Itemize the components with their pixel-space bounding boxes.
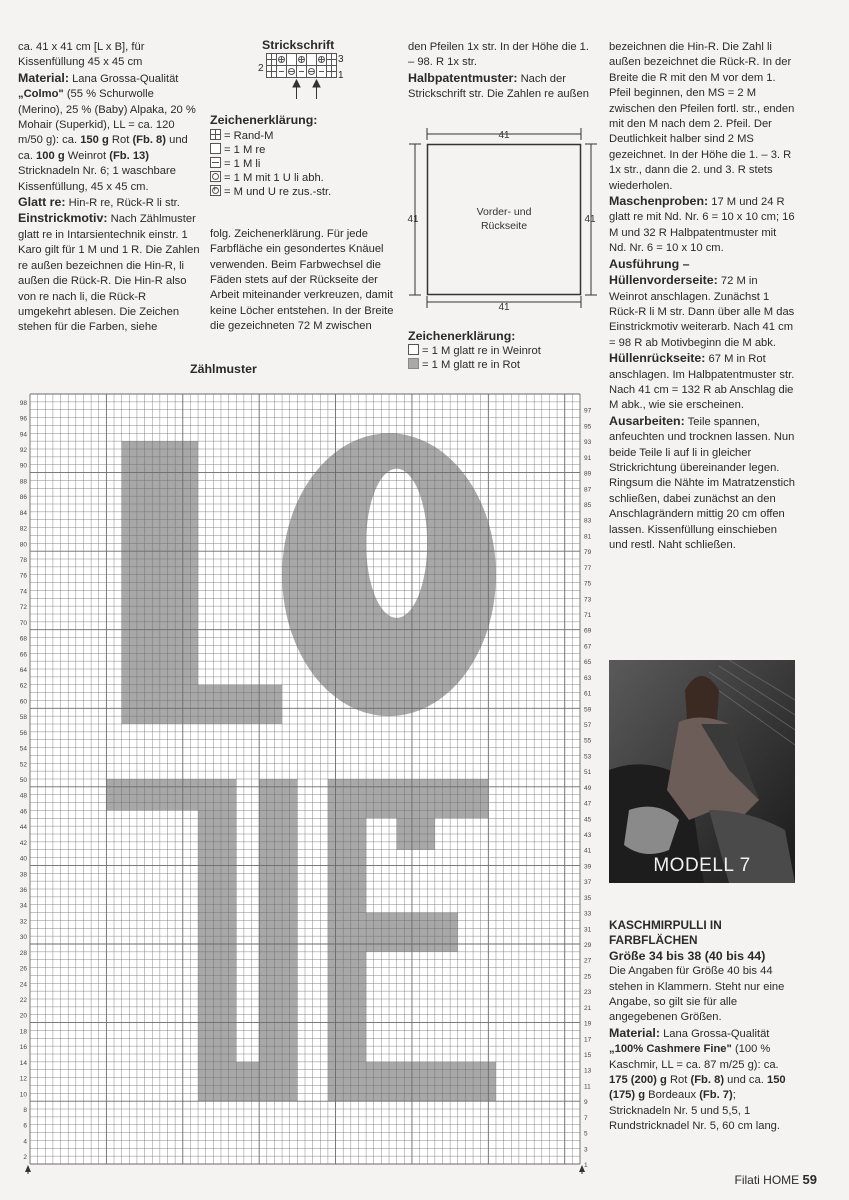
circle-square-icon: [210, 171, 221, 182]
row-label-right: 15: [584, 1052, 592, 1059]
row-label-right: 77: [584, 564, 592, 572]
row-label-left: 56: [19, 729, 27, 737]
row-label-left: 64: [19, 667, 27, 674]
letter-e-top: [328, 779, 488, 818]
model-label: MODELL 7: [653, 855, 751, 876]
white-square-icon: [408, 344, 419, 355]
key-item: = Rand-M: [210, 129, 400, 143]
key-rot: = 1 M glatt re in Rot: [408, 358, 598, 372]
col4-paragraph: bezeichnen die Hin-R. Die Zahl li außen bezeichnet die Rück-R. In der Breite die R mit den M vor dem 1. Pfeil beginnen, den MS = 2 M zwischen den Pfeilen fortl. str., enden mit den M nach dem 2. Pfeil. Der Deutlichkeit halber sind 2 MS gezeichnet. In der Höhe die 1. – 3. R 1x str., dann die 2. und 3. R stets wiederholen.: [609, 41, 795, 192]
schema-line-2: Rückseite: [480, 220, 528, 232]
row-label-left: 54: [19, 745, 27, 753]
row-label-left: 40: [19, 855, 27, 863]
schema-line-1: Vorder- und: [476, 206, 532, 218]
row-label-left: 28: [19, 949, 27, 957]
row-label-right: 29: [584, 942, 592, 949]
row-label-left: 6: [23, 1122, 27, 1130]
pulli-size-text: Die Angaben für Größe 40 bis 44 stehen in Klammern. Steht nur eine Angabe, so gilt sie für alle angegebenen Größen.: [609, 965, 785, 1024]
einstrick-paragraph: Einstrickmotiv: Nach Zählmuster glatt re in Intarsientechnik einstr. 1 Karo gilt für 1 M und 1 R. Die Zahlen re außen bezeichnen die Hin-R, li außen die Rück-R. Die Hin-R also von re nach li, die Rück-R umgekehrt ablesen. Die Zeichen stehen für die Farben, siehe: [18, 211, 200, 334]
row-label-right: 85: [584, 502, 592, 509]
pulli-size: Größe 34 bis 38 (40 bis 44): [609, 948, 766, 963]
schema-top-label: 41: [498, 130, 510, 141]
row-label-right: 57: [584, 722, 592, 729]
key-item: = 1 M mit 1 U li abh.: [210, 171, 400, 185]
schema-bottom-label: 41: [498, 302, 510, 313]
zeichen-title: Zeichenerklärung:: [210, 113, 318, 128]
row-label-right: 1: [584, 1162, 588, 1169]
arrow-left-icon: [25, 1165, 31, 1174]
row-label-right: 17: [584, 1036, 592, 1044]
row-label-left: 24: [19, 981, 27, 989]
row-label-right: 23: [584, 989, 592, 997]
chart-arrows: [25, 1165, 585, 1174]
column-4: [609, 40, 795, 553]
row-label-left: 10: [19, 1091, 27, 1099]
row-label-left: 96: [19, 415, 27, 423]
row-label-right: 45: [584, 816, 592, 824]
pulli-title: KASCHMIRPULLI IN FARBFLÄCHEN: [609, 918, 722, 948]
page-number: 59: [802, 1172, 817, 1187]
row-label-left: 58: [19, 714, 27, 722]
row-label-left: 34: [19, 902, 27, 910]
row-label-right: 31: [584, 926, 592, 934]
halbpatent-paragraph: Halbpatentmuster: Nach der Strickschrift str. Die Zahlen re außen: [408, 70, 589, 101]
row-label-right: 79: [584, 549, 592, 557]
row-label-right: 71: [584, 612, 592, 619]
grey-square-icon: [408, 358, 419, 369]
row-label-left: 50: [19, 777, 27, 784]
minus-square-icon: [210, 157, 221, 168]
row-label-right: 67: [584, 643, 592, 651]
chart-labels-right: [584, 408, 592, 1169]
row-label-right: 69: [584, 627, 592, 635]
row-label-right: 35: [584, 894, 592, 902]
schema-right-label: 41: [584, 214, 596, 225]
schema-left-label: 41: [407, 214, 419, 225]
row-label-left: 32: [19, 918, 27, 926]
strickschrift-title: Strickschrift: [262, 38, 335, 52]
row-label-left: 42: [19, 839, 27, 847]
row-label-left: 36: [19, 887, 27, 894]
glatt-paragraph: Glatt re: Hin-R re, Rück-R li str.: [18, 195, 180, 210]
row-label-left: 16: [19, 1044, 27, 1052]
column-3: [408, 40, 598, 103]
row-label-right: 73: [584, 596, 592, 604]
row-label-right: 63: [584, 674, 592, 682]
row-label-right: 5: [584, 1130, 588, 1138]
page-footer: [735, 1172, 817, 1187]
strickschrift-diagram: [210, 53, 400, 103]
circle-plus-square-icon: [210, 185, 221, 196]
model-photo: [609, 660, 795, 883]
row-label-right: 19: [584, 1020, 592, 1028]
key-weinrot: = 1 M glatt re in Weinrot: [408, 344, 598, 358]
row-label-right: 95: [584, 423, 592, 431]
row-label-left: 76: [19, 572, 27, 580]
row-label-left: 38: [19, 871, 27, 879]
row-label-right: 47: [584, 800, 592, 808]
row-label-right: 75: [584, 580, 592, 588]
row-label-right: 37: [584, 879, 592, 887]
row-label-right: 11: [584, 1083, 591, 1091]
row-label-right: 21: [584, 1004, 592, 1012]
row-label-left: 86: [19, 494, 27, 502]
row-label-left: 98: [19, 399, 27, 407]
ausfuehrung-paragraph: Ausführung – Hüllenvorderseite: 72 M in Weinrot anschlagen. Zunächst 1 Rück-R li M str. Dann über alle M das Einstrickmotiv weiterarb. Nach 41 cm = 98 R ab Motivbeginn die M abk.: [609, 256, 795, 349]
row-label-right: 49: [584, 784, 592, 792]
row-label-right: 41: [584, 847, 592, 855]
huellenrueckseite-paragraph: Hüllenrückseite: 67 M in Rot anschlagen. Im Halbpatentmuster str. Nach 41 cm = 132 R ab Anschlag die M abk., wie sie erscheinen.: [609, 351, 795, 412]
size-text: ca. 41 x 41 cm [L x B], für Kissenfüllung 45 x 45 cm: [18, 41, 145, 69]
row-label-right: 61: [584, 690, 592, 698]
row-label-right: 97: [584, 407, 592, 415]
zaehlmuster-chart: [0, 384, 600, 1174]
row-label-right: 91: [584, 454, 592, 462]
rand-m-symbol-icon: [210, 129, 221, 140]
row-label-left: 14: [19, 1059, 27, 1067]
row-label-left: 78: [19, 557, 27, 564]
row-label-right: 89: [584, 470, 592, 478]
row-label-left: 2: [23, 1154, 27, 1162]
row-label-left: 2: [258, 63, 264, 75]
key-item: += M und U re zus.-str.: [210, 185, 400, 199]
key-item: = 1 M re: [210, 143, 400, 157]
row-label-right: 55: [584, 737, 592, 745]
row-label-left: 94: [19, 431, 27, 439]
row-label-left: 74: [19, 588, 27, 596]
row-label-left: 18: [19, 1028, 27, 1036]
letter-l-foot: [122, 685, 282, 724]
col3-paragraph: den Pfeilen 1x str. In der Höhe die 1. – 98. R 1x str.: [408, 41, 589, 69]
row-label-left: 82: [19, 525, 27, 533]
row-label-right-bottom: 1: [338, 70, 344, 82]
row-label-left: 46: [19, 808, 27, 816]
row-label-left: 66: [19, 651, 27, 659]
strickschrift-grid: [266, 53, 338, 103]
row-label-left: 52: [19, 761, 27, 769]
row-label-right: 27: [584, 957, 592, 965]
row-label-left: 8: [23, 1107, 27, 1114]
row-label-left: 84: [19, 509, 27, 517]
key-item: = 1 M li: [210, 157, 400, 171]
row-label-right: 13: [584, 1067, 592, 1075]
row-label-left: 72: [19, 604, 27, 612]
row-label-right: 3: [584, 1146, 588, 1154]
row-label-left: 70: [19, 619, 27, 627]
row-label-right: 25: [584, 973, 592, 981]
column-2: [210, 38, 400, 335]
material-paragraph: Material: Lana Grossa-Qualität „Colmo" (55 % Schurwolle (Merino), 25 % (Baby) Alpaka, 20 % Mohair (Superkid), LL = ca. 120 m/50 g): ca. 150 g Rot (Fb. 8) und ca. 100 g Weinrot (Fb. 13) Stricknadeln Nr. 6; 1 waschbare Kissenfüllung, 45 x 45 cm.: [18, 70, 196, 193]
row-label-right: 43: [584, 832, 592, 839]
row-label-right: 33: [584, 910, 592, 918]
row-label-left: 44: [19, 824, 27, 832]
row-label-right: 7: [584, 1114, 588, 1122]
letter-e-mid: [328, 913, 458, 952]
ausarbeiten-paragraph: Ausarbeiten: Teile spannen, anfeuchten und trocknen lassen. Nun beide Teile li auf li in gleicher Strickrichtung übereinander legen. Ringsum die Nähte im Matratzenstich schließen, dabei zunächst an den Anschlagrändern mittig 20 cm offen lassen. Kissenfüllung einschieben und restl. Naht schließen.: [609, 413, 795, 551]
row-label-right: 9: [584, 1099, 588, 1107]
row-label-right: 39: [584, 863, 592, 871]
row-label-left: 26: [19, 965, 27, 973]
row-label-right: 81: [584, 533, 592, 541]
row-label-left: 80: [19, 541, 27, 549]
row-label-left: 90: [19, 462, 27, 470]
zeichen2-block: [408, 329, 598, 372]
row-label-left: 62: [19, 682, 27, 690]
pulli-material-paragraph: Material: Lana Grossa-Qualität „100% Cashmere Fine" (100 % Kaschmir, LL = ca. 87 m/25 g): ca. 175 (200) g Rot (Fb. 8) und ca. 150 (175) g Bordeaux (Fb. 7); Stricknadeln Nr. 5 und 5,5, 1 Rundstricknadel Nr. 5, 60 cm lang.: [609, 1025, 786, 1133]
row-label-right: 51: [584, 769, 592, 777]
row-label-left: 68: [19, 635, 27, 643]
zeichen2-title: Zeichenerklärung:: [408, 329, 516, 343]
row-label-left: 12: [19, 1075, 27, 1083]
empty-square-icon: [210, 143, 221, 154]
row-label-left: 48: [19, 792, 27, 800]
row-label-right: 93: [584, 439, 592, 447]
col2-paragraph: folg. Zeichenerklärung. Für jede Farbfläche ein gesondertes Knäuel verwenden. Beim Farbwechsel die Fäden stets auf der Rückseite der Arbeit miteinander verkreuzen, damit keine Löcher entstehen. In der Breite die gezeichneten 72 M zwischen: [210, 227, 394, 333]
row-label-left: 22: [19, 997, 27, 1004]
row-label-right: 83: [584, 517, 592, 525]
row-label-right: 65: [584, 659, 592, 667]
row-label-left: 88: [19, 478, 27, 486]
column-4b: [609, 918, 795, 1135]
column-1: [18, 40, 200, 336]
letter-v-right: [259, 779, 297, 1101]
size-schema: [405, 124, 597, 319]
row-label-right: 53: [584, 753, 592, 761]
chart-title: Zählmuster: [190, 362, 257, 376]
row-label-right-top: 3: [338, 54, 344, 66]
row-label-left: 60: [19, 698, 27, 706]
photo-illustration: [609, 660, 795, 883]
letter-v-left: [198, 779, 236, 1101]
footer-brand: Filati HOME: [734, 1173, 800, 1187]
row-label-right: 87: [584, 486, 592, 494]
chart-labels-left: [20, 400, 28, 1161]
row-label-right: 59: [584, 706, 592, 714]
maschenproben-paragraph: Maschenproben: 17 M und 24 R glatt re mit Nd. Nr. 6 = 10 x 10 cm; 16 M und 32 R Halbpatentmuster mit Nd. Nr. 6 = 10 x 10 cm.: [609, 194, 795, 255]
row-label-left: 30: [19, 934, 27, 942]
row-label-left: 4: [23, 1138, 27, 1146]
row-label-left: 20: [19, 1012, 27, 1020]
row-label-left: 92: [19, 447, 27, 454]
